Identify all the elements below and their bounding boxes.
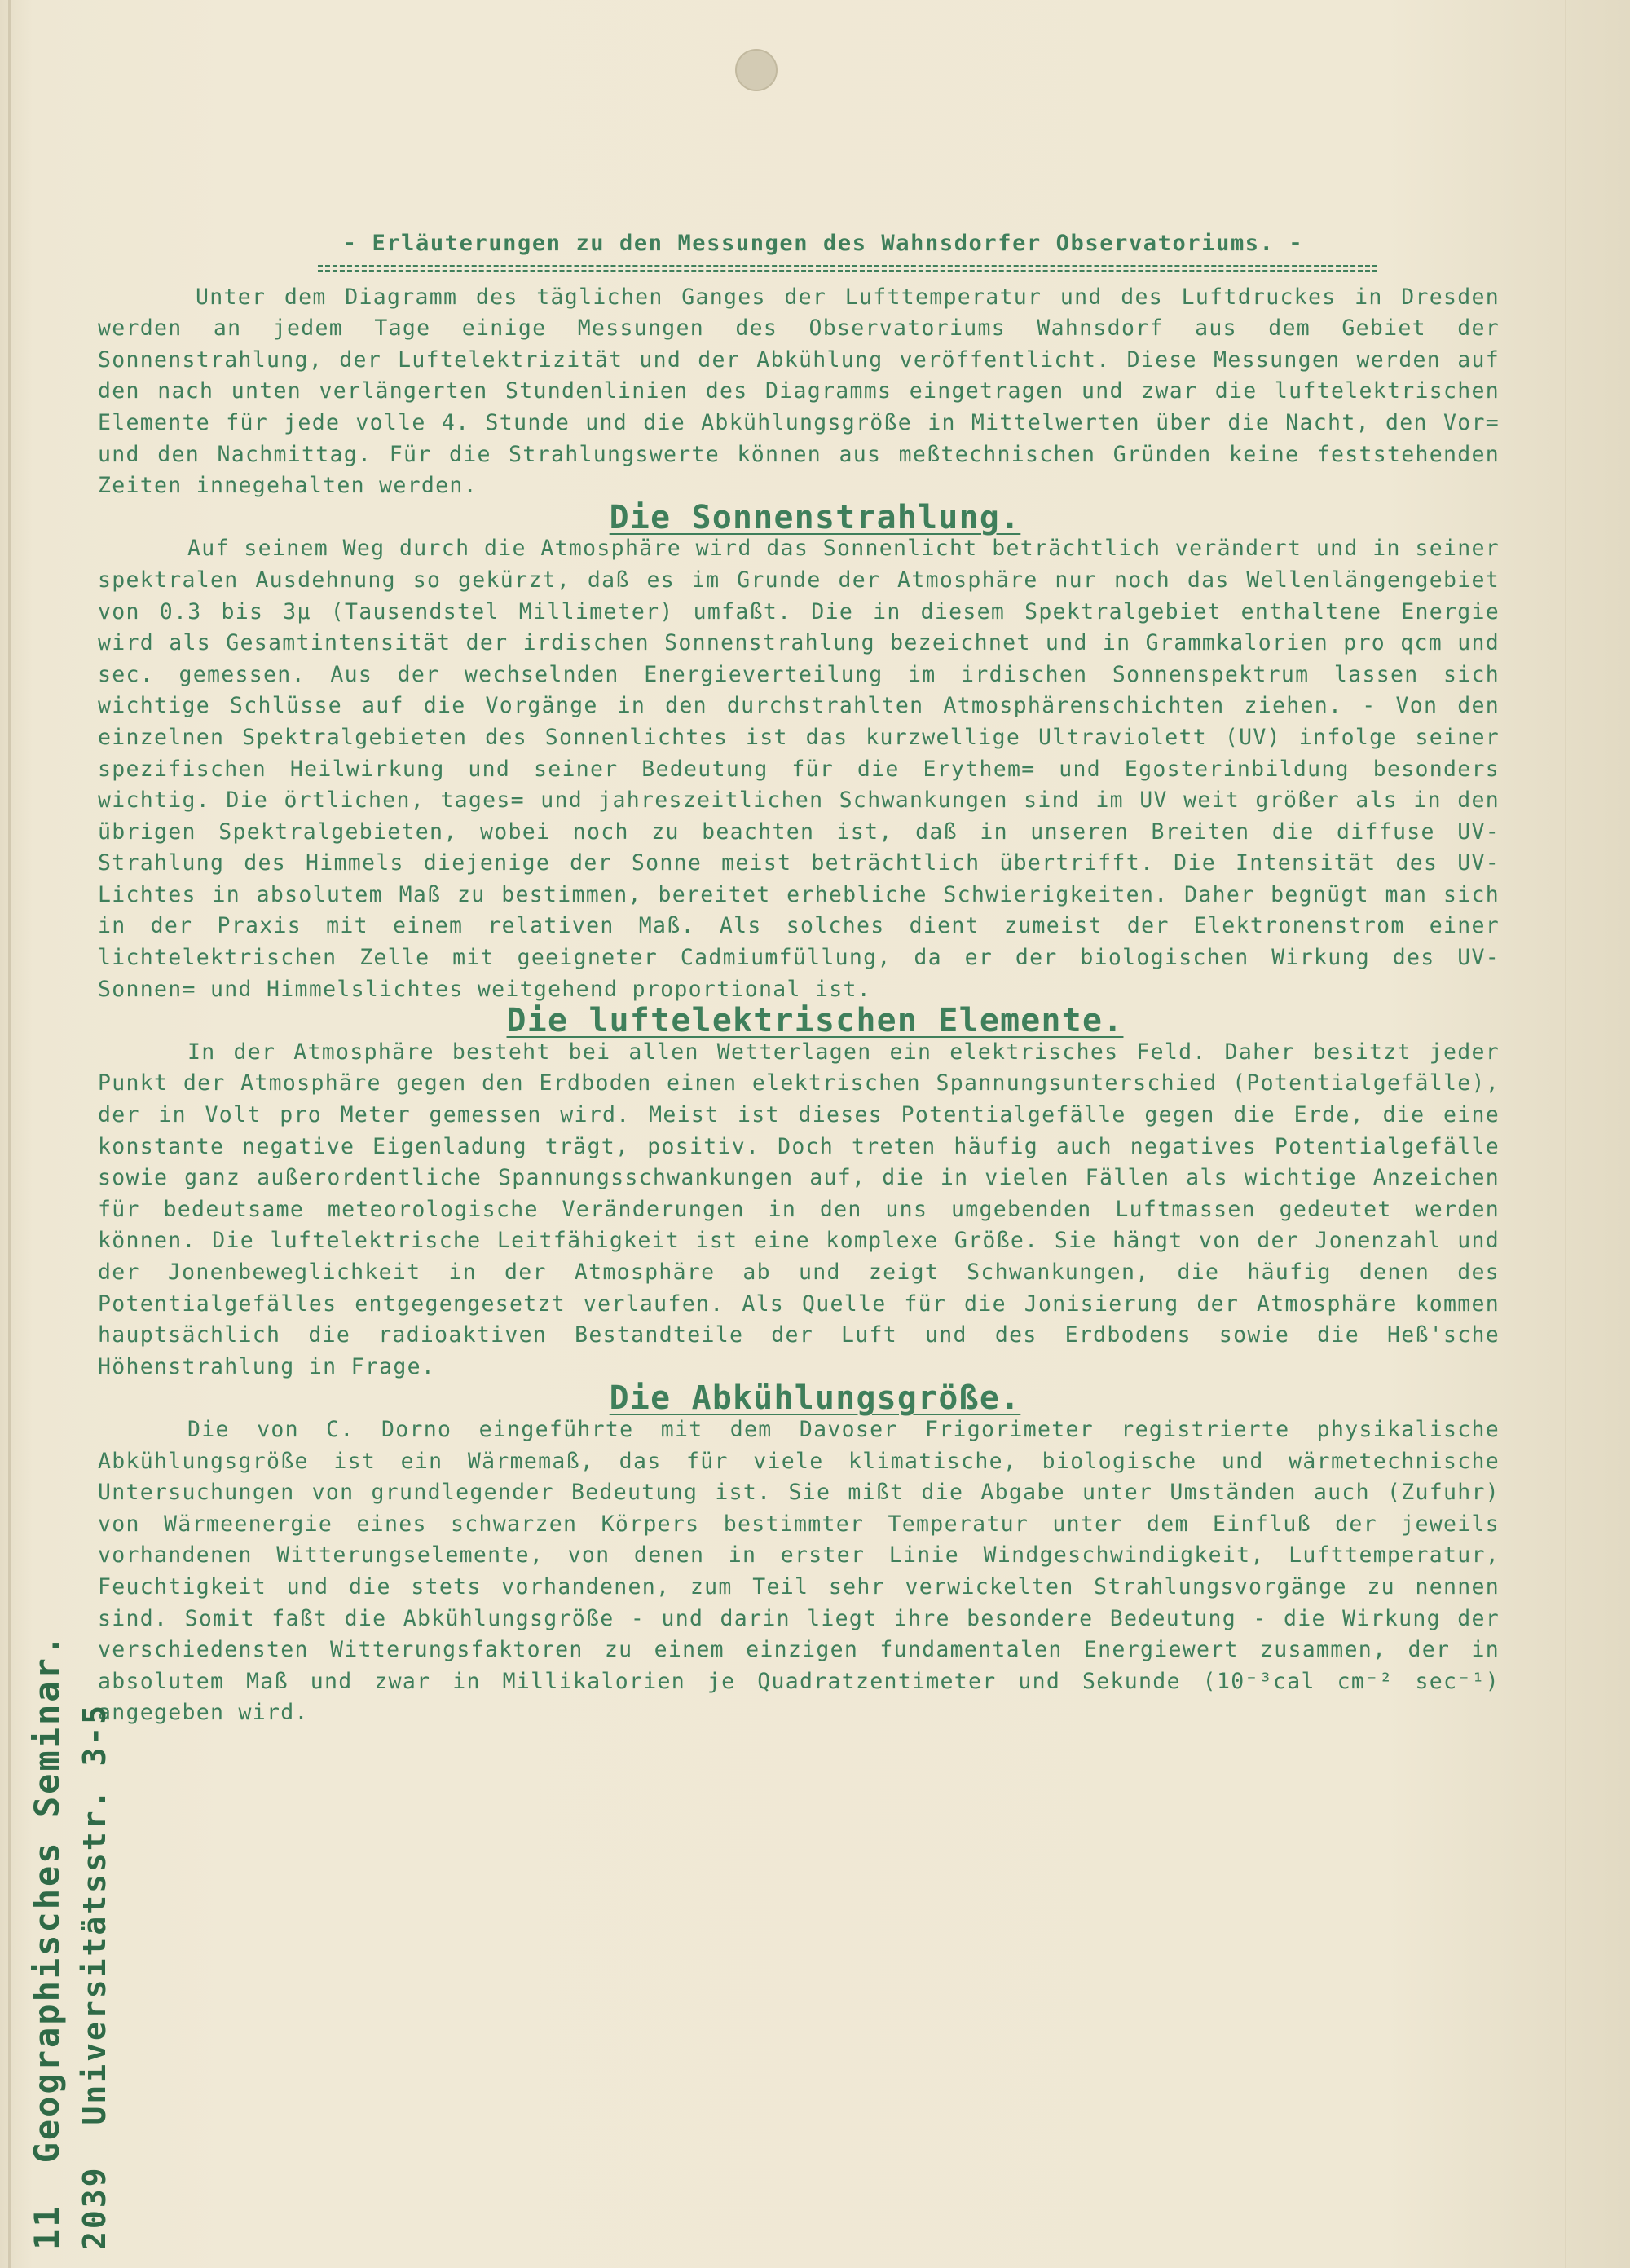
page-fold-line bbox=[1565, 0, 1566, 2268]
section-heading-text: Die luftelektrischen Elemente. bbox=[506, 1002, 1124, 1040]
stamp-address: Universitätsstr. 3-5 bbox=[77, 1702, 112, 2125]
section-heading-luftelektrische-elemente bbox=[98, 1002, 1500, 1040]
stamp-inventory-number: 2039 bbox=[77, 2165, 112, 2250]
section-paragraph-sonnenstrahlung: Auf seinem Weg durch die Atmosphäre wird das Sonnenlicht beträchtlich verändert und in seiner spektralen Ausdehnung so gekürzt, daß es im Grunde der Atmosphäre nur noch das Wellenlängengebiet von 0.3 bis 3µ (Tausendstel Millimeter) umfaßt. Die in diesem Spektralgebiet enthaltene Energie wird als Gesamtintensität der irdischen Sonnenstrahlung bezeichnet und in Grammkalorien pro qcm und sec. gemessen. Aus der wechselnden Energieverteilung im irdischen Sonnenspektrum lassen sich wichtige Schlüsse auf die Vorgänge in den durchstrahlten Atmosphärenschichten ziehen. - Von den einzelnen Spektralgebieten des Sonnenlichtes ist das kurzwellige Ultraviolett (UV) infolge seiner spezifischen Heilwirkung und seiner Bedeutung für die Erythem= und Egosterinbildung besonders wichtig. Die örtlichen, tages= und jahreszeitlichen Schwankungen sind im UV weit größer als in den übrigen Spektralgebieten, wobei noch zu beachten ist, daß in unseren Breiten die diffuse UV-Strahlung des Himmels diejenige der Sonne meist beträchtlich übertrifft. Die Intensität des UV-Lichtes in absolutem Maß zu bestimmen, bereitet erhebliche Schwierigkeiten. Daher begnügt man sich in der Praxis mit einem relativen Maß. Als solches dient zumeist der Elektronenstrom einer lichtelektrischen Zelle mit geeigneter Cadmiumfüllung, da er der biologischen Wirkung des UV-Sonnen= und Himmelslichtes weitgehend proportional ist. bbox=[98, 536, 1500, 1002]
stamp-institution: Geographisches Seminar. bbox=[27, 1632, 67, 2164]
punch-hole bbox=[735, 49, 778, 91]
section-paragraph-luftelektrische-elemente: In der Atmosphäre besteht bei allen Wetterlagen ein elektrisches Feld. Daher besitzt jeder Punkt der Atmosphäre gegen den Erdboden einen elektrischen Spannungsunterschied (Potentialgefälle), der in Volt pro Meter gemessen wird. Meist ist dieses Potentialgefälle gegen die Erde, die eine konstante negative Eigenladung trägt, positiv. Doch treten häufig auch negatives Potentialgefälle sowie ganz außerordentliche Spannungsschwankungen auf, die in vielen Fällen als wichtige Anzeichen für bedeutsame meteorologische Veränderungen in den uns umgebenden Luftmassen gedeutet werden können. Die luftelektrische Leitfähigkeit ist eine komplexe Größe. Sie hängt von der Jonenzahl und der Jonenbeweglichkeit in der Atmosphäre ab und zeigt Schwankungen, die häufig denen des Potentialgefälles entgegengesetzt verlaufen. Als Quelle für die Jonisierung der Atmosphäre kommen hauptsächlich die radioaktiven Bestandteile der Luft und des Erdbodens sowie die Heß'sche Höhenstrahlung in Frage. bbox=[98, 1039, 1500, 1379]
document-body bbox=[98, 228, 1500, 1729]
section-heading-abkuehlungsgroesse bbox=[98, 1379, 1500, 1418]
section-heading-text: Die Abkühlungsgröße. bbox=[609, 1379, 1021, 1418]
title-underline bbox=[318, 265, 1377, 272]
page-edge-line bbox=[8, 0, 11, 2268]
stamp-number: 11 bbox=[27, 2204, 67, 2250]
section-paragraph-abkuehlungsgroesse: Die von C. Dorno eingeführte mit dem Davoser Frigorimeter registrierte physikalische Abkühlungsgröße ist ein Wärmemaß, das für viele klimatische, biologische und wärmetechnische Untersuchungen von grundlegender Bedeutung ist. Sie mißt die Abgabe unter Umständen auch (Zufuhr) von Wärmeenergie eines schwarzen Körpers bestimmter Temperatur unter dem Einfluß der jeweils vorhandenen Witterungselemente, von denen in erster Linie Windgeschwindigkeit, Lufttemperatur, Feuchtigkeit und die stets vorhandenen, zum Teil sehr verwickelten Strahlungsvorgänge zu nennen sind. Somit faßt die Abkühlungsgröße - und darin liegt ihre besondere Bedeutung - die Wirkung der verschiedensten Witterungsfaktoren zu einem einzigen fundamentalen Energiewert zusammen, der in absolutem Maß und zwar in Millikalorien je Quadratzentimeter und Sekunde (10⁻³cal cm⁻² sec⁻¹) angegeben wird. bbox=[98, 1416, 1500, 1726]
stamp-line-2 bbox=[72, 1633, 117, 2250]
intro-paragraph: Unter dem Diagramm des täglichen Ganges der Lufttemperatur und des Luftdruckes in Dresden werden an jedem Tage einige Messungen des Observatoriums Wahnsdorf aus dem Gebiet der Sonnenstrahlung, der Luftelektrizität und der Abkühlung veröffentlicht. Diese Messungen werden auf den nach unten verlängerten Stundenlinien des Diagramms eingetragen und zwar die luftelektrischen Elemente für jede volle 4. Stunde und die Abkühlungsgröße in Mittelwerten über die Nacht, den Vor= und den Nachmittag. Für die Strahlungswerte können aus meßtechnischen Gründen keine feststehenden Zeiten innegehalten werden. bbox=[98, 284, 1500, 499]
stamp-line-1 bbox=[23, 1633, 72, 2250]
section-heading-text: Die Sonnenstrahlung. bbox=[609, 498, 1021, 536]
section-heading-sonnenstrahlung bbox=[98, 498, 1500, 536]
library-stamp bbox=[23, 1633, 117, 2250]
document-title: - Erläuterungen zu den Messungen des Wahnsdorfer Observatoriums. - bbox=[342, 231, 1304, 256]
